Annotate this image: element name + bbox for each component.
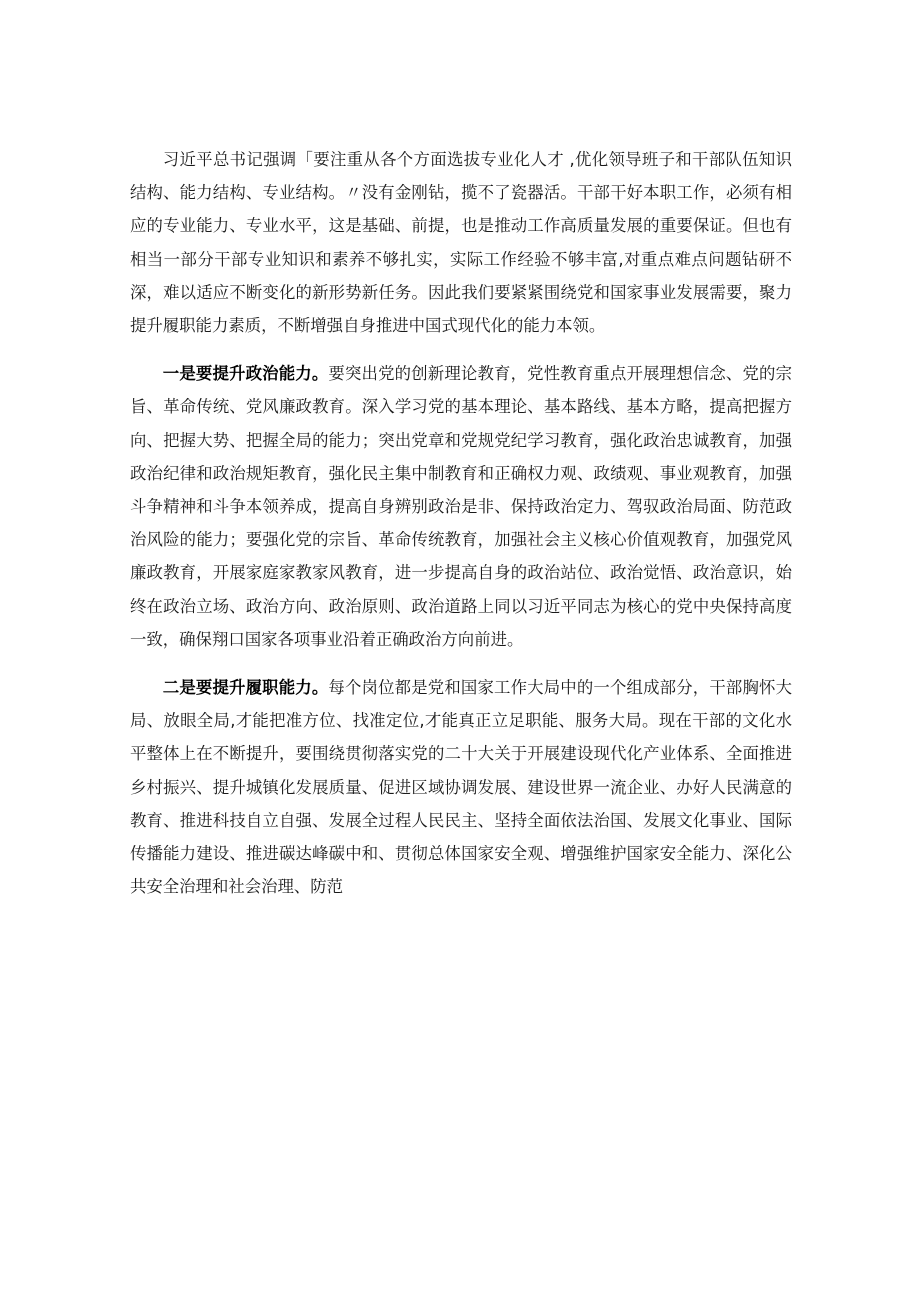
paragraph-lead: 二是要提升履职能力。 — [162, 678, 329, 698]
paragraph-duty-ability — [130, 671, 792, 903]
paragraph-text: 每个岗位都是党和国家工作大局中的一个组成部分，干部胸怀大局、放眼全局,才能把准方位、找准定位,才能真正立足职能、服务大局。现在干部的文化水平整体上在不断提升，要围绕贯彻落实党的二十大关于开展建设现代化产业体系、全面推进乡村振兴、提升城镇化发展质量、促进区域协调发展、建设世界一流企业、办好人民满意的教育、推进科技自立自强、发展全过程人民民主、坚持全面依法治国、发展文化事业、国际传播能力建设、推进碳达峰碳中和、贯彻总体国家安全观、增强维护国家安全能力、深化公共安全治理和社会治理、防范 — [130, 678, 792, 897]
paragraph-text: 要突出党的创新理论教育，党性教育重点开展理想信念、党的宗旨、革命传统、党风廉政教育。深入学习党的基本理论、基本路线、基本方略，提高把握方向、把握大势、把握全局的能力；突出党章和党规党纪学习教育，强化政治忠诚教育，加强政治纪律和政治规矩教育，强化民主集中制教育和正确权力观、政绩观、事业观教育，加强斗争精神和斗争本领养成，提高自身辨别政治是非、保持政治定力、驾驭政治局面、防范政治风险的能力；要强化党的宗旨、革命传统教育，加强社会主义核心价值观教育，加强党风廉政教育，开展家庭家教家风教育，进一步提高自身的政治站位、政治觉悟、政治意识，始终在政治立场、政治方向、政治原则、政治道路上同以习近平同志为核心的党中央保持高度一致，确保翔口国家各项事业沿着正确政治方向前进。 — [130, 364, 792, 649]
paragraph-text: 习近平总书记强调「要注重从各个方面选拔专业化人才 ,优化领导班子和干部队伍知识结构、能力结构、专业结构。〃没有金刚钻，揽不了瓷器活。干部干好本职工作，必须有相应的专业能力、专业水平，这是基础、前提，也是推动工作高质量发展的重要保证。但也有相当一部分干部专业知识和素养不够扎实，实际工作经验不够丰富,对重点难点问题钻研不深，难以适应不断变化的新形势新任务。因此我们要紧紧围绕党和国家事业发展需要，聚力提升履职能力素质，不断增强自身推进中国式现代化的能力本领。 — [130, 150, 792, 336]
paragraph-intro — [130, 143, 792, 342]
paragraph-political-ability — [130, 357, 792, 656]
paragraph-lead: 一是要提升政治能力。 — [162, 364, 329, 384]
document-body — [130, 143, 792, 918]
